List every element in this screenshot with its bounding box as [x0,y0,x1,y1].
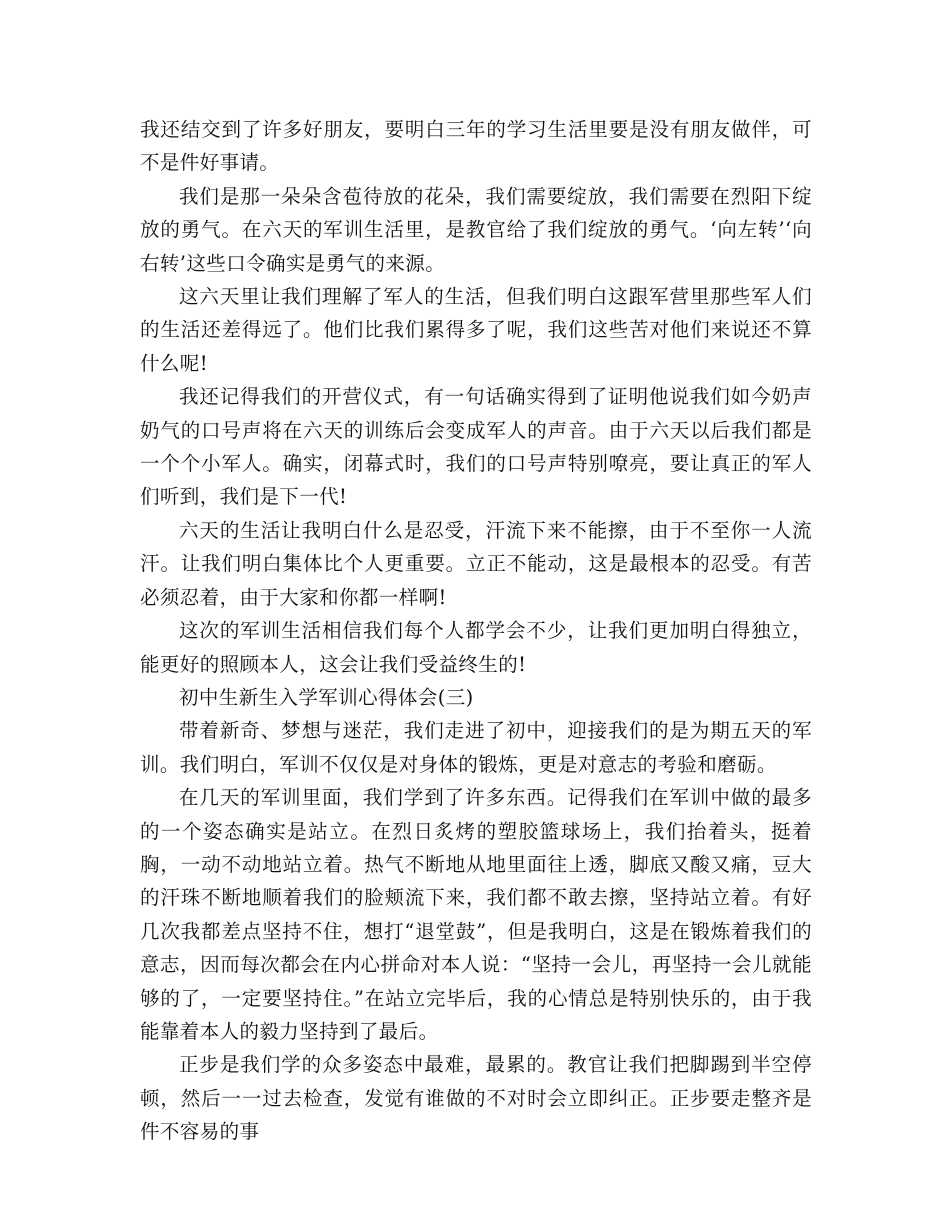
paragraph [140,514,812,614]
paragraph [140,714,812,781]
paragraph-first-line: 正步是我们学的众多姿态中最难，最累的。教官让我们把脚踢到半空停顿，然 [140,1053,812,1110]
paragraph-rest: 还差得远了。他们比我们累得多了呢，我们这些苦对他们来说还不算什么呢! [140,318,812,375]
paragraph [140,380,812,514]
paragraph-rest: 气。在六天的军训生活里，是教官给了我们绽放的勇气。‘向左转’‘向右转’这些口令确实是勇气的来源。 [140,218,812,275]
document-body [140,113,812,1149]
paragraph [140,614,812,681]
paragraph-rest: 们明白，军训不仅仅是对身体的锻炼，更是对意志的考验和磨砺。 [199,752,777,776]
paragraph-first-line: 我们是那一朵朵含苞待放的花朵，我们需要绽放，我们需要在烈阳下绽放的勇 [140,184,812,242]
paragraph-first-line: 这次的军训生活相信我们每个人都学会不少，让我们更加明白得独立，能更好 [140,619,812,676]
paragraph [140,180,812,280]
paragraph-rest: 后一一过去检查，发觉有谁做的不对时会立即纠正。正步要走整齐是件不容易的事 [140,1086,812,1144]
paragraph [140,280,812,380]
paragraph-first-line: 六天的生活让我明白什么是忍受，汗流下来不能擦，由于不至你一人流汗。让 [140,518,812,576]
paragraph [140,681,812,714]
paragraph-first-line: 我还结交到了许多好朋友，要明白三年的学习生活里要是没有朋友做伴，可不是件 [140,118,812,175]
paragraph [140,113,812,180]
paragraph-rest: 姿态确实是站立。在烈日炙烤的塑胶篮球场上，我们抬着头，挺着胸，一动不动地站立着。热气不断地从地里面往上透，脚底又酸又痛，豆大的汗珠不断地顺着我们的脸颊流下来，我们都不敢去擦，坚持站立着。有好几次我都差点坚持不住，想打“退堂鼓”，但是我明白，这是在锻炼着我们的意志，因而每次都会在内心拼命对本人说：“坚持一会儿，再坚持一会儿就能够的了，一定要坚持住。”在站立完毕后，我的心情总是特别快乐的，由于我能靠着本人的毅力坚持到了最后。 [140,819,812,1043]
paragraph-first-line: 带着新奇、梦想与迷茫，我们走进了初中，迎接我们的是为期五天的军训。我 [140,719,812,776]
paragraph-first-line: 初中生新生入学军训心得体会(三) [179,685,474,709]
paragraph-first-line: 这六天里让我们理解了军人的生活，但我们明白这跟军营里那些军人们的生活 [140,285,812,342]
paragraph-rest: 的照顾本人，这会让我们受益终生的! [199,652,527,676]
paragraph-rest: 的口号声将在六天的训练后会变成军人的声音。由于六天以后我们都是一个个小军人。确实，闭幕式时，我们的口号声特别嘹亮，要让真正的军人们听到，我们是下一代! [140,418,812,509]
paragraph-rest: 好事请。 [199,151,280,175]
paragraph-first-line: 在几天的军训里面，我们学到了许多东西。记得我们在军训中做的最多的一个 [140,786,812,843]
paragraph-rest: 我们明白集体比个人更重要。立正不能动，这是最根本的忍受。有苦必须忍着，由于大家和你都一样啊! [140,552,812,609]
paragraph [140,781,812,1048]
paragraph [140,1048,812,1148]
paragraph-first-line: 我还记得我们的开营仪式，有一句话确实得到了证明他说我们如今奶声奶气 [140,385,812,442]
